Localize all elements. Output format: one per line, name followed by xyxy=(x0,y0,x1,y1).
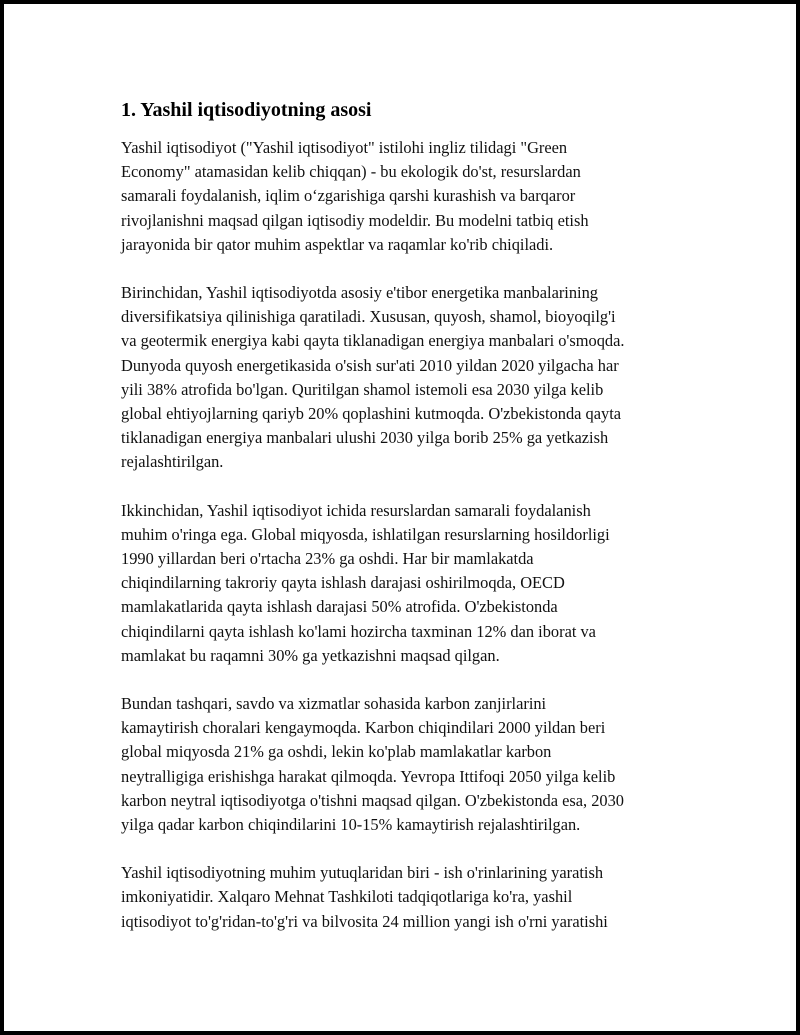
text-line: Economy" atamasidan kelib chiqqan) - bu ekologik do'st, resurslardan xyxy=(121,162,581,182)
paragraph-resources xyxy=(121,499,721,668)
text-line: Yashil iqtisodiyot ("Yashil iqtisodiyot" istilohi ingliz tilidagi "Green xyxy=(121,138,568,157)
text-line: 1990 yillardan beri o'rtacha 23% ga oshdi. Har bir mamlakatda xyxy=(121,549,534,569)
section-heading: 1. Yashil iqtisodiyotning asosi xyxy=(121,99,372,121)
text-line: diversifikatsiya qilinishiga qaratiladi. Xususan, quyosh, shamol, bioyoqilg'i xyxy=(121,307,616,327)
text-line: Dunyoda quyosh energetikasida o'sish sur'ati 2010 yildan 2020 yilgacha har xyxy=(121,355,619,375)
text-line: tiklanadigan energiya manbalari ulushi 2030 yilga borib 25% ga yetkazish xyxy=(121,428,609,448)
text-line: chiqindilarni qayta ishlash ko'lami hozircha taxminan 12% dan iborat va xyxy=(121,621,596,641)
text-line: iqtisodiyot to'g'ridan-to'g'ri va bilvosita 24 million yangi ish o'rni yaratishi xyxy=(121,911,608,931)
paragraph-carbon xyxy=(121,692,721,837)
text-line: neytralligiga erishishga harakat qilmoqda. Yevropa Ittifoqi 2050 yilga kelib xyxy=(121,766,616,786)
text-line: muhim o'ringa ega. Global miqyosda, ishlatilgan resurslarning hosildorligi xyxy=(121,524,610,544)
text-line: jarayonida bir qator muhim aspektlar va raqamlar ko'rib chiqiladi. xyxy=(121,234,554,254)
text-line: mamlakatlarida qayta ishlash darajasi 50% atrofida. O'zbekistonda xyxy=(121,597,558,617)
paragraph-intro xyxy=(121,136,721,257)
text-line: karbon neytral iqtisodiyotga o'tishni maqsad qilgan. O'zbekistonda esa, 2030 xyxy=(121,790,624,810)
text-line: rivojlanishni maqsad qilgan iqtisodiy modeldir. Bu modelni tatbiq etish xyxy=(121,210,589,230)
paragraph-jobs xyxy=(121,861,721,934)
text-line: rejalashtirilgan. xyxy=(121,452,224,472)
text-line: samarali foydalanish, iqlim o‘zgarishiga qarshi kurashish va barqaror xyxy=(121,186,576,206)
text-line: chiqindilarning takroriy qayta ishlash darajasi oshirilmoqda, OECD xyxy=(121,573,565,593)
text-line: yilga qadar karbon chiqindilarini 10-15% kamaytirish rejalashtirilgan. xyxy=(121,815,581,835)
text-line: Bundan tashqari, savdo va xizmatlar sohasida karbon zanjirlarini xyxy=(121,694,547,714)
text-line: imkoniyatidir. Xalqaro Mehnat Tashkiloti tadqiqotlariga ko'ra, yashil xyxy=(121,887,573,907)
text-line: Ikkinchidan, Yashil iqtisodiyot ichida resurslardan samarali foydalanish xyxy=(121,500,591,520)
paragraph-energy xyxy=(121,281,721,475)
document-body xyxy=(121,96,721,958)
text-line: Yashil iqtisodiyotning muhim yutuqlaridan biri - ish o'rinlarining yaratish xyxy=(121,863,604,883)
text-line: global ehtiyojlarning qariyb 20% qoplashini kutmoqda. O'zbekistonda qayta xyxy=(121,404,622,424)
text-line: Birinchidan, Yashil iqtisodiyotda asosiy e'tibor energetika manbalarining xyxy=(121,283,598,303)
text-line: kamaytirish choralari kengaymoqda. Karbon chiqindilari 2000 yildan beri xyxy=(121,718,606,738)
text-line: yili 38% atrofida bo'lgan. Quritilgan shamol istemoli esa 2030 yilga kelib xyxy=(121,379,604,399)
text-line: global miqyosda 21% ga oshdi, lekin ko'plab mamlakatlar karbon xyxy=(121,742,552,762)
text-line: mamlakat bu raqamni 30% ga yetkazishni maqsad qilgan. xyxy=(121,645,500,665)
text-line: va geotermik energiya kabi qayta tiklanadigan energiya manbalari o'smoqda. xyxy=(121,331,625,351)
